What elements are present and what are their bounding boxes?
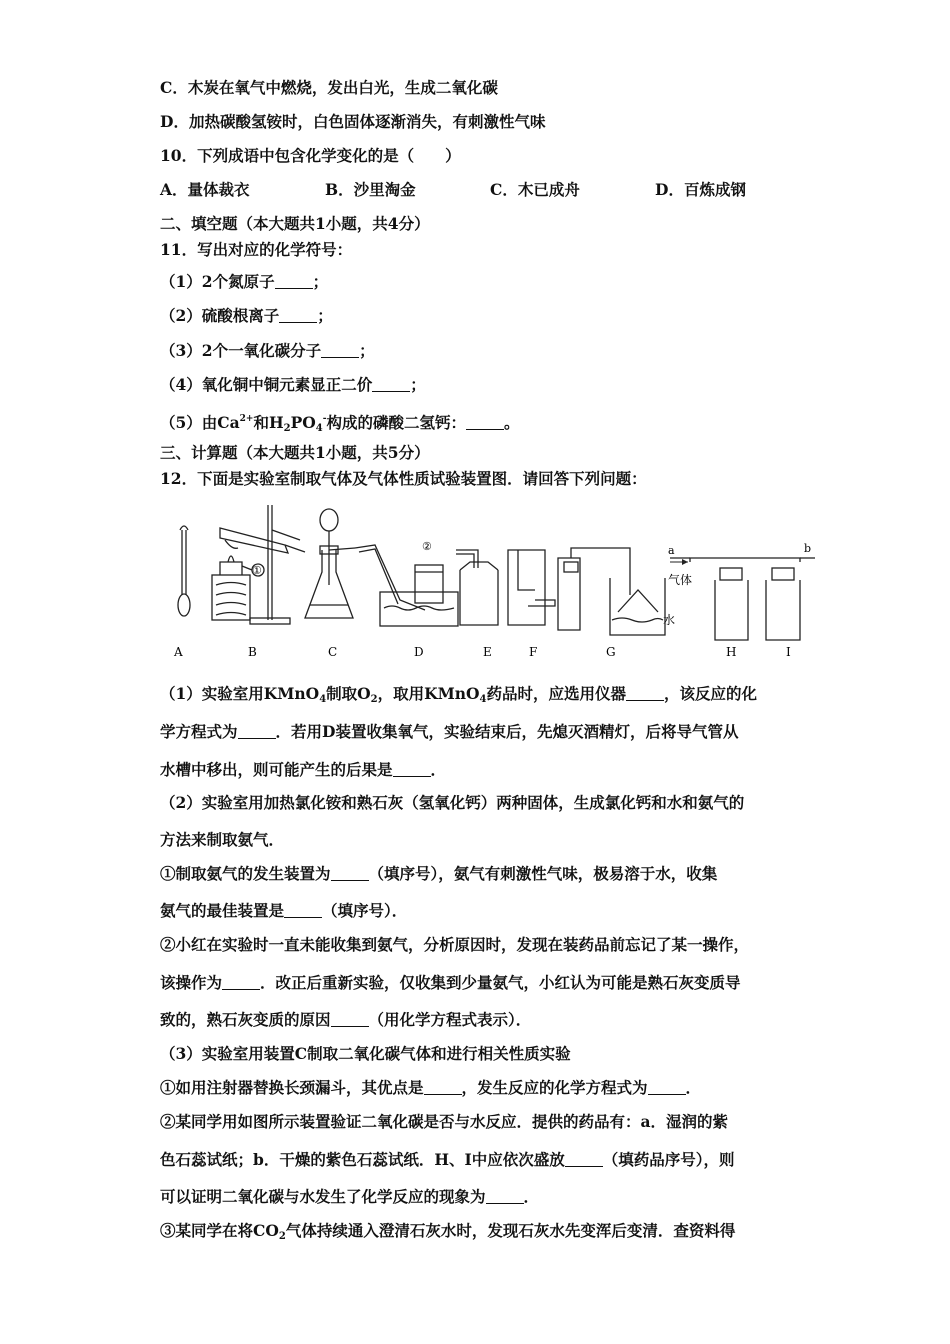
answer-blank[interactable] <box>466 415 504 430</box>
apparatus-c-flask <box>305 509 355 618</box>
answer-blank[interactable] <box>321 343 359 358</box>
label-c: C <box>328 645 338 659</box>
answer-blank[interactable] <box>275 274 313 289</box>
q12-p1-line1: （1）实验室用KMnO$_4$制取$O_2$，取用KMnO$_4$药品时，应选用仪器 ，该反应的化 <box>160 684 758 705</box>
apparatus-g-beaker-setup <box>558 548 665 635</box>
q12-p3-item1: ①如用注射器替换长颈漏斗，其优点是 ，发生反应的化学方程式为 ． <box>160 1078 702 1097</box>
q11-item-5: （5）由$Ca^{2+}$和$H_2PO_4^-$构成的磷酸二氢钙： 。 <box>160 413 520 434</box>
q12-p3-item2-line1: ②某同学用如图所示装置验证二氧化碳是否与水反应．提供的药品有：a．湿润的紫 <box>160 1112 729 1131</box>
q10-stem: 10．下列成语中包含化学变化的是（ ） <box>160 146 461 165</box>
label-d: D <box>414 645 424 659</box>
answer-blank[interactable] <box>279 308 317 323</box>
q11-item-1: （1）2个氮原子 ； <box>160 272 329 291</box>
q12-p2-item1-line1: ①制取氨气的发生装置为 （填序号），氨气有刺激性气味，极易溶于水，收集 <box>160 864 718 883</box>
q12-p1-line3: 水槽中移出，则可能产生的后果是 ． <box>160 760 447 779</box>
apparatus-figure <box>160 500 820 665</box>
apparatus-a-spoon <box>178 526 190 616</box>
answer-blank[interactable] <box>486 1189 524 1204</box>
fig-port-b: b <box>804 542 812 555</box>
apparatus-d-water-trough <box>355 545 458 626</box>
answer-blank[interactable] <box>393 762 431 777</box>
fig-port-a: a <box>668 544 675 557</box>
section-2-heading: 二、填空题（本大题共1小题，共4分） <box>160 214 430 233</box>
answer-blank[interactable] <box>565 1152 603 1167</box>
q12-p2-item1-line2: 氨气的最佳装置是 （填序号）． <box>160 901 408 920</box>
q10-option-c: C．木已成舟 <box>490 180 580 199</box>
answer-blank[interactable] <box>626 686 664 701</box>
q12-stem: 12．下面是实验室制取气体及气体性质试验装置图．请回答下列问题： <box>160 469 647 488</box>
q12-p2-line1: （2）实验室用加热氯化铵和熟石灰（氢氧化钙）两种固体，生成氯化钙和水和氨气的 <box>160 793 745 812</box>
answer-blank[interactable] <box>372 377 410 392</box>
label-f: F <box>529 645 538 659</box>
answer-blank[interactable] <box>222 975 260 990</box>
q12-p2-item2-line1: ②小红在实验时一直未能收集到氨气，分析原因时，发现在装药品前忘记了某一操作， <box>160 935 750 954</box>
label-h: H <box>726 645 737 659</box>
label-e: E <box>483 645 492 659</box>
q11-item-3: （3）2个一氧化碳分子 ； <box>160 341 375 360</box>
fig-gas-label: 气体 <box>668 573 693 587</box>
apparatus-letter-labels <box>173 645 791 659</box>
q9-option-c: C．木炭在氧气中燃烧，发出白光，生成二氧化碳 <box>160 78 498 97</box>
answer-blank[interactable] <box>331 1012 369 1027</box>
label-a: A <box>174 645 183 659</box>
fig-circled-2: ② <box>422 540 432 553</box>
fig-circled-1: ① <box>252 564 262 577</box>
q12-p2-item2-line3: 致的，熟石灰变质的原因 （用化学方程式表示）． <box>160 1010 532 1029</box>
q10-option-a: A．量体裁衣 <box>160 180 250 199</box>
apparatus-f-bottle <box>508 550 555 625</box>
q12-p3-item2-line3: 可以证明二氧化碳与水发生了化学反应的现象为 ． <box>160 1187 540 1206</box>
q11-item-2: （2）硫酸根离子 ； <box>160 306 333 325</box>
q10-option-b: B．沙里淘金 <box>325 180 416 199</box>
q12-p1-line2: 学方程式为 ．若用D装置收集氧气，实验结束后，先熄灭酒精灯，后将导气管从 <box>160 722 739 741</box>
answer-blank[interactable] <box>424 1080 462 1095</box>
answer-blank[interactable] <box>648 1080 686 1095</box>
q9-option-d: D．加热碳酸氢铵时，白色固体逐渐消失，有刺激性气味 <box>160 112 546 131</box>
q11-item-4: （4）氧化铜中铜元素显正二价 ； <box>160 375 426 394</box>
q12-p3-line1: （3）实验室用装置C制取二氧化碳气体和进行相关性质实验 <box>160 1044 571 1063</box>
fig-water-label: 水 <box>663 613 676 627</box>
q12-p3-item2-line2: 色石蕊试纸；b．干燥的紫色石蕊试纸．H、I中应依次盛放 （填药品序号），则 <box>160 1150 735 1169</box>
label-b: B <box>248 645 257 659</box>
q12-p2-item2-line2: 该操作为 ．改正后重新实验，仅收集到少量氨气，小红认为可能是熟石灰变质导 <box>160 973 741 992</box>
answer-blank[interactable] <box>331 866 369 881</box>
q12-p3-item3-line1: ③某同学在将$CO_2$气体持续通入澄清石灰水时，发现石灰水先变浑后变清．查资料得 <box>160 1221 736 1242</box>
apparatus-h-i-bottles <box>670 558 815 640</box>
q11-stem: 11．写出对应的化学符号： <box>160 240 353 259</box>
answer-blank[interactable] <box>238 724 276 739</box>
answer-blank[interactable] <box>284 903 322 918</box>
apparatus-e-gas-bottle <box>456 550 498 625</box>
label-g: G <box>606 645 616 659</box>
q12-p2-line2: 方法来制取氨气． <box>160 830 285 849</box>
label-i: I <box>786 645 791 659</box>
q10-option-d: D．百炼成钢 <box>655 180 746 199</box>
section-3-heading: 三、计算题（本大题共1小题，共5分） <box>160 443 430 462</box>
